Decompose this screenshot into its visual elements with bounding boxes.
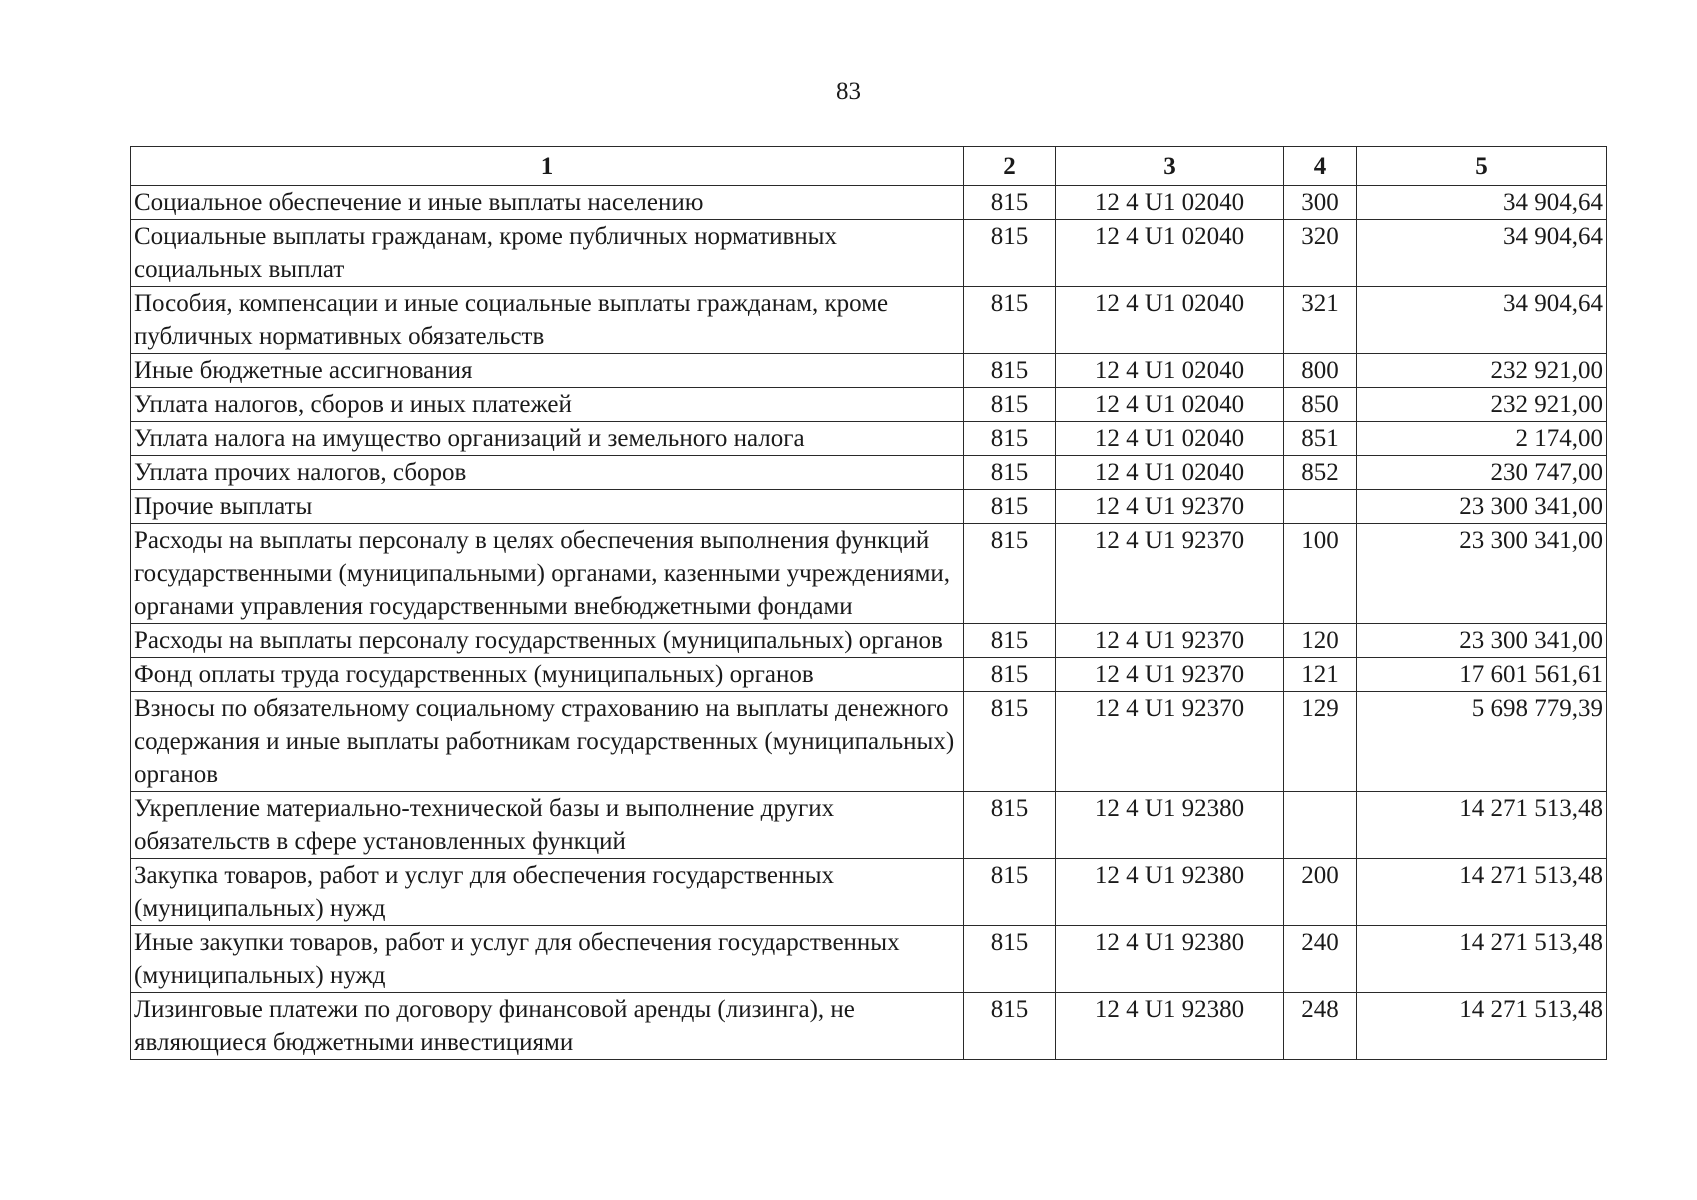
row-csr-cell: 12 4 U1 92370 (1056, 524, 1284, 624)
table-row (131, 524, 1607, 624)
row-name-cell: Лизинговые платежи по договору финансовой аренды (лизинга), не являющиеся бюджетными инвестициями (131, 993, 964, 1060)
row-vr-cell: 200 (1284, 859, 1357, 926)
row-amount-cell: 14 271 513,48 (1357, 926, 1607, 993)
row-csr-cell: 12 4 U1 02040 (1056, 388, 1284, 422)
row-amount-cell: 34 904,64 (1357, 186, 1607, 220)
table-row (131, 490, 1607, 524)
table-row (131, 993, 1607, 1060)
row-grbs-cell: 815 (964, 388, 1056, 422)
row-grbs-cell: 815 (964, 220, 1056, 287)
row-amount-cell: 5 698 779,39 (1357, 692, 1607, 792)
table-row (131, 354, 1607, 388)
row-grbs-cell: 815 (964, 624, 1056, 658)
row-amount-cell: 23 300 341,00 (1357, 624, 1607, 658)
row-amount-cell: 23 300 341,00 (1357, 524, 1607, 624)
row-csr-cell: 12 4 U1 92380 (1056, 993, 1284, 1060)
row-amount-cell: 232 921,00 (1357, 354, 1607, 388)
row-amount-cell: 230 747,00 (1357, 456, 1607, 490)
row-name-cell: Закупка товаров, работ и услуг для обеспечения государственных (муниципальных) нужд (131, 859, 964, 926)
row-csr-cell: 12 4 U1 92370 (1056, 692, 1284, 792)
row-name-cell: Прочие выплаты (131, 490, 964, 524)
row-csr-cell: 12 4 U1 92370 (1056, 490, 1284, 524)
row-csr-cell: 12 4 U1 92380 (1056, 859, 1284, 926)
row-name-cell: Фонд оплаты труда государственных (муниципальных) органов (131, 658, 964, 692)
row-grbs-cell: 815 (964, 354, 1056, 388)
row-grbs-cell: 815 (964, 490, 1056, 524)
table-row (131, 186, 1607, 220)
row-amount-cell: 34 904,64 (1357, 220, 1607, 287)
row-amount-cell: 14 271 513,48 (1357, 859, 1607, 926)
column-header-5: 5 (1357, 147, 1607, 186)
column-header-1: 1 (131, 147, 964, 186)
row-vr-cell: 121 (1284, 658, 1357, 692)
row-vr-cell: 248 (1284, 993, 1357, 1060)
row-amount-cell: 34 904,64 (1357, 287, 1607, 354)
row-csr-cell: 12 4 U1 92380 (1056, 792, 1284, 859)
row-grbs-cell: 815 (964, 792, 1056, 859)
table-row (131, 792, 1607, 859)
row-vr-cell: 851 (1284, 422, 1357, 456)
row-csr-cell: 12 4 U1 92370 (1056, 624, 1284, 658)
row-vr-cell: 120 (1284, 624, 1357, 658)
column-header-3: 3 (1056, 147, 1284, 186)
column-header-4: 4 (1284, 147, 1357, 186)
row-name-cell: Социальные выплаты гражданам, кроме публичных нормативных социальных выплат (131, 220, 964, 287)
row-grbs-cell: 815 (964, 456, 1056, 490)
row-amount-cell: 14 271 513,48 (1357, 792, 1607, 859)
row-name-cell: Иные бюджетные ассигнования (131, 354, 964, 388)
row-vr-cell: 300 (1284, 186, 1357, 220)
budget-table (130, 146, 1607, 1060)
table-row (131, 658, 1607, 692)
row-vr-cell (1284, 490, 1357, 524)
row-name-cell: Расходы на выплаты персоналу государственных (муниципальных) органов (131, 624, 964, 658)
row-grbs-cell: 815 (964, 186, 1056, 220)
page-number: 83 (836, 78, 861, 105)
row-grbs-cell: 815 (964, 287, 1056, 354)
row-vr-cell: 240 (1284, 926, 1357, 993)
row-vr-cell: 321 (1284, 287, 1357, 354)
row-name-cell: Пособия, компенсации и иные социальные выплаты гражданам, кроме публичных нормативных обязательств (131, 287, 964, 354)
table-row (131, 926, 1607, 993)
row-amount-cell: 17 601 561,61 (1357, 658, 1607, 692)
row-amount-cell: 14 271 513,48 (1357, 993, 1607, 1060)
row-name-cell: Взносы по обязательному социальному страхованию на выплаты денежного содержания и иные выплаты работникам государственных (муниципальных) органов (131, 692, 964, 792)
row-amount-cell: 2 174,00 (1357, 422, 1607, 456)
row-csr-cell: 12 4 U1 92380 (1056, 926, 1284, 993)
table-row (131, 388, 1607, 422)
row-grbs-cell: 815 (964, 926, 1056, 993)
table-row (131, 287, 1607, 354)
row-csr-cell: 12 4 U1 02040 (1056, 186, 1284, 220)
row-vr-cell: 850 (1284, 388, 1357, 422)
row-vr-cell: 320 (1284, 220, 1357, 287)
row-grbs-cell: 815 (964, 993, 1056, 1060)
row-csr-cell: 12 4 U1 92370 (1056, 658, 1284, 692)
row-csr-cell: 12 4 U1 02040 (1056, 220, 1284, 287)
table-row (131, 859, 1607, 926)
table-row (131, 220, 1607, 287)
row-name-cell: Уплата прочих налогов, сборов (131, 456, 964, 490)
table-row (131, 456, 1607, 490)
row-name-cell: Социальное обеспечение и иные выплаты населению (131, 186, 964, 220)
row-vr-cell: 852 (1284, 456, 1357, 490)
row-csr-cell: 12 4 U1 02040 (1056, 287, 1284, 354)
row-grbs-cell: 815 (964, 859, 1056, 926)
table-row (131, 692, 1607, 792)
row-amount-cell: 23 300 341,00 (1357, 490, 1607, 524)
row-csr-cell: 12 4 U1 02040 (1056, 354, 1284, 388)
table-header-row (131, 147, 1607, 186)
row-name-cell: Уплата налога на имущество организаций и земельного налога (131, 422, 964, 456)
row-vr-cell: 800 (1284, 354, 1357, 388)
row-name-cell: Уплата налогов, сборов и иных платежей (131, 388, 964, 422)
row-grbs-cell: 815 (964, 692, 1056, 792)
row-amount-cell: 232 921,00 (1357, 388, 1607, 422)
row-name-cell: Иные закупки товаров, работ и услуг для обеспечения государственных (муниципальных) нужд (131, 926, 964, 993)
row-grbs-cell: 815 (964, 524, 1056, 624)
row-grbs-cell: 815 (964, 422, 1056, 456)
row-csr-cell: 12 4 U1 02040 (1056, 456, 1284, 490)
row-vr-cell: 129 (1284, 692, 1357, 792)
row-vr-cell: 100 (1284, 524, 1357, 624)
table-row (131, 422, 1607, 456)
row-csr-cell: 12 4 U1 02040 (1056, 422, 1284, 456)
row-grbs-cell: 815 (964, 658, 1056, 692)
row-vr-cell (1284, 792, 1357, 859)
column-header-2: 2 (964, 147, 1056, 186)
row-name-cell: Расходы на выплаты персоналу в целях обеспечения выполнения функций государственными (муниципальными) органами, казенными учреждениями, органами управления государственными внебюджетными фондами (131, 524, 964, 624)
row-name-cell: Укрепление материально-технической базы и выполнение других обязательств в сфере установленных функций (131, 792, 964, 859)
table-row (131, 624, 1607, 658)
